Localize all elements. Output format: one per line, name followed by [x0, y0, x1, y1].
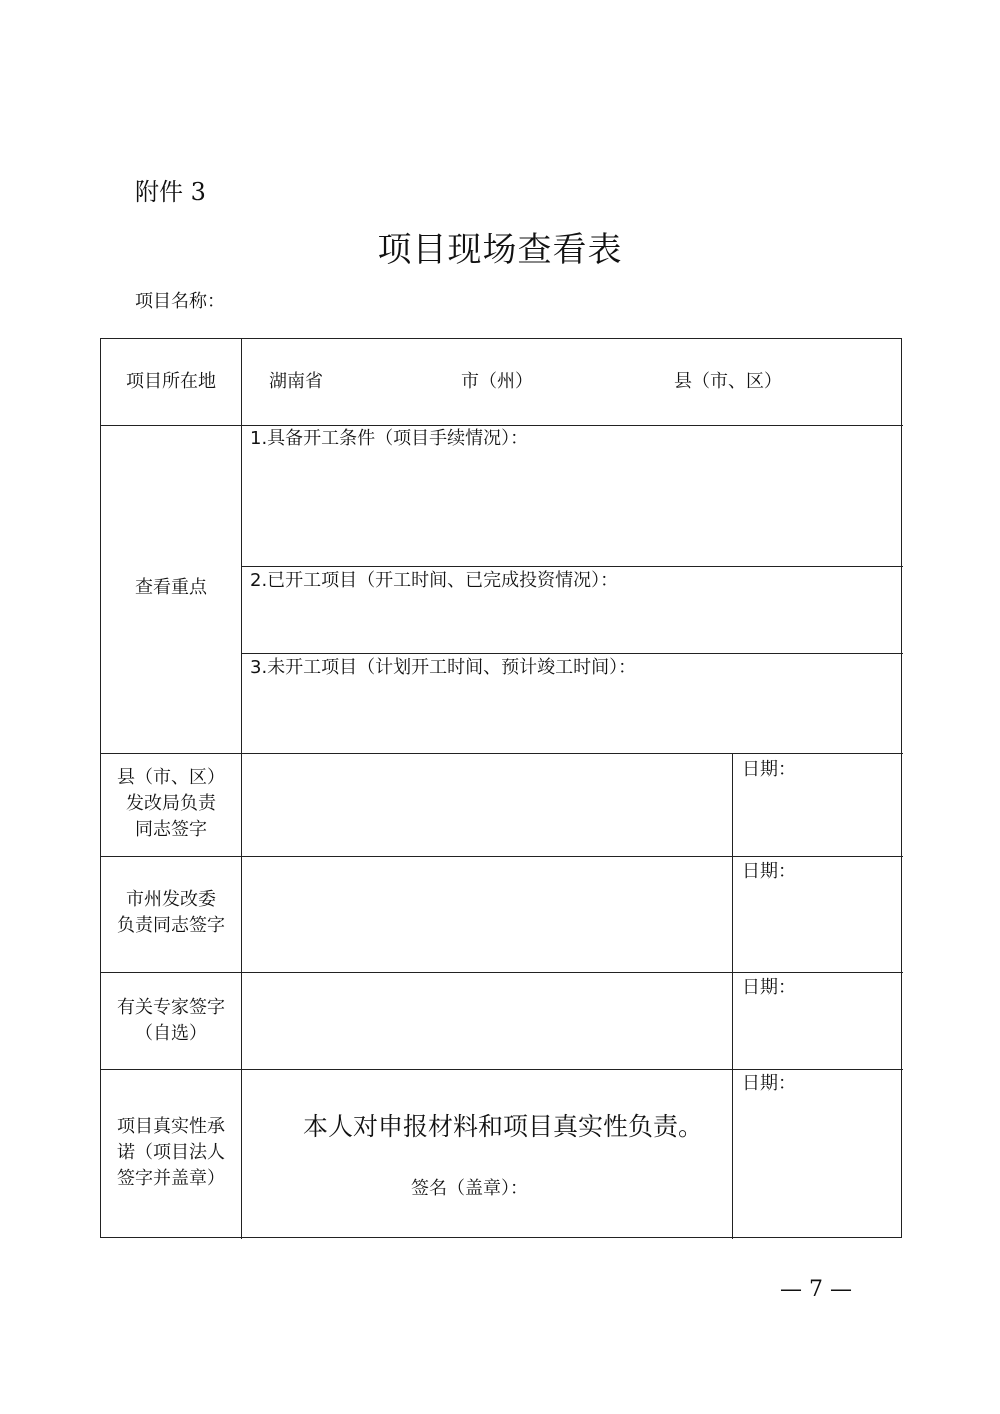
inspection-form-table [100, 338, 902, 1238]
city-signature-label [101, 887, 241, 939]
row-divider [101, 753, 903, 754]
county-value: 县（市、区） [674, 371, 782, 392]
label-line: （自选） [135, 1023, 207, 1044]
project-name-label: 项目名称： [135, 291, 225, 312]
label-line: 发改局负责 [126, 793, 216, 814]
commitment-date-label: 日期： [742, 1073, 796, 1094]
row-divider [241, 653, 903, 654]
column-divider [732, 753, 733, 1239]
commitment-label [101, 1114, 241, 1192]
row-divider [241, 566, 903, 567]
attachment-label: 附件 3 [135, 178, 206, 206]
county-date-label: 日期： [742, 759, 796, 780]
inspection-label: 查看重点 [135, 577, 207, 598]
label-line: 负责同志签字 [117, 915, 225, 936]
expert-date-label: 日期： [742, 977, 796, 998]
location-label: 项目所在地 [126, 371, 216, 392]
signature-seal-label: 签名（盖章）： [411, 1178, 528, 1199]
column-divider [241, 339, 242, 1239]
inspection-item-started-projects: 2.已开工项目（开工时间、已完成投资情况）： [250, 570, 619, 591]
inspection-item-start-conditions: 1.具备开工条件（项目手续情况）： [250, 428, 529, 449]
city-date-label: 日期： [742, 861, 796, 882]
page-number: — 7 — [780, 1277, 852, 1302]
label-line: 县（市、区） [117, 767, 225, 788]
label-line: 同志签字 [135, 819, 207, 840]
row-divider [101, 1069, 903, 1070]
row-divider [101, 972, 903, 973]
label-line: 市州发改委 [126, 889, 216, 910]
inspection-item-unstarted-projects: 3.未开工项目（计划开工时间、预计竣工时间）： [250, 657, 637, 678]
label-line: 签字并盖章） [117, 1168, 225, 1189]
commitment-statement: 本人对申报材料和项目真实性负责。 [303, 1112, 704, 1141]
county-signature-label [101, 765, 241, 843]
label-line: 项目真实性承 [117, 1116, 225, 1137]
row-divider [101, 856, 903, 857]
label-line: 诺（项目法人 [117, 1142, 225, 1163]
city-value: 市（州） [461, 371, 533, 392]
province-value: 湖南省 [269, 371, 323, 392]
label-line: 有关专家签字 [117, 997, 225, 1018]
expert-signature-label [101, 995, 241, 1047]
document-title: 项目现场查看表 [377, 230, 623, 270]
